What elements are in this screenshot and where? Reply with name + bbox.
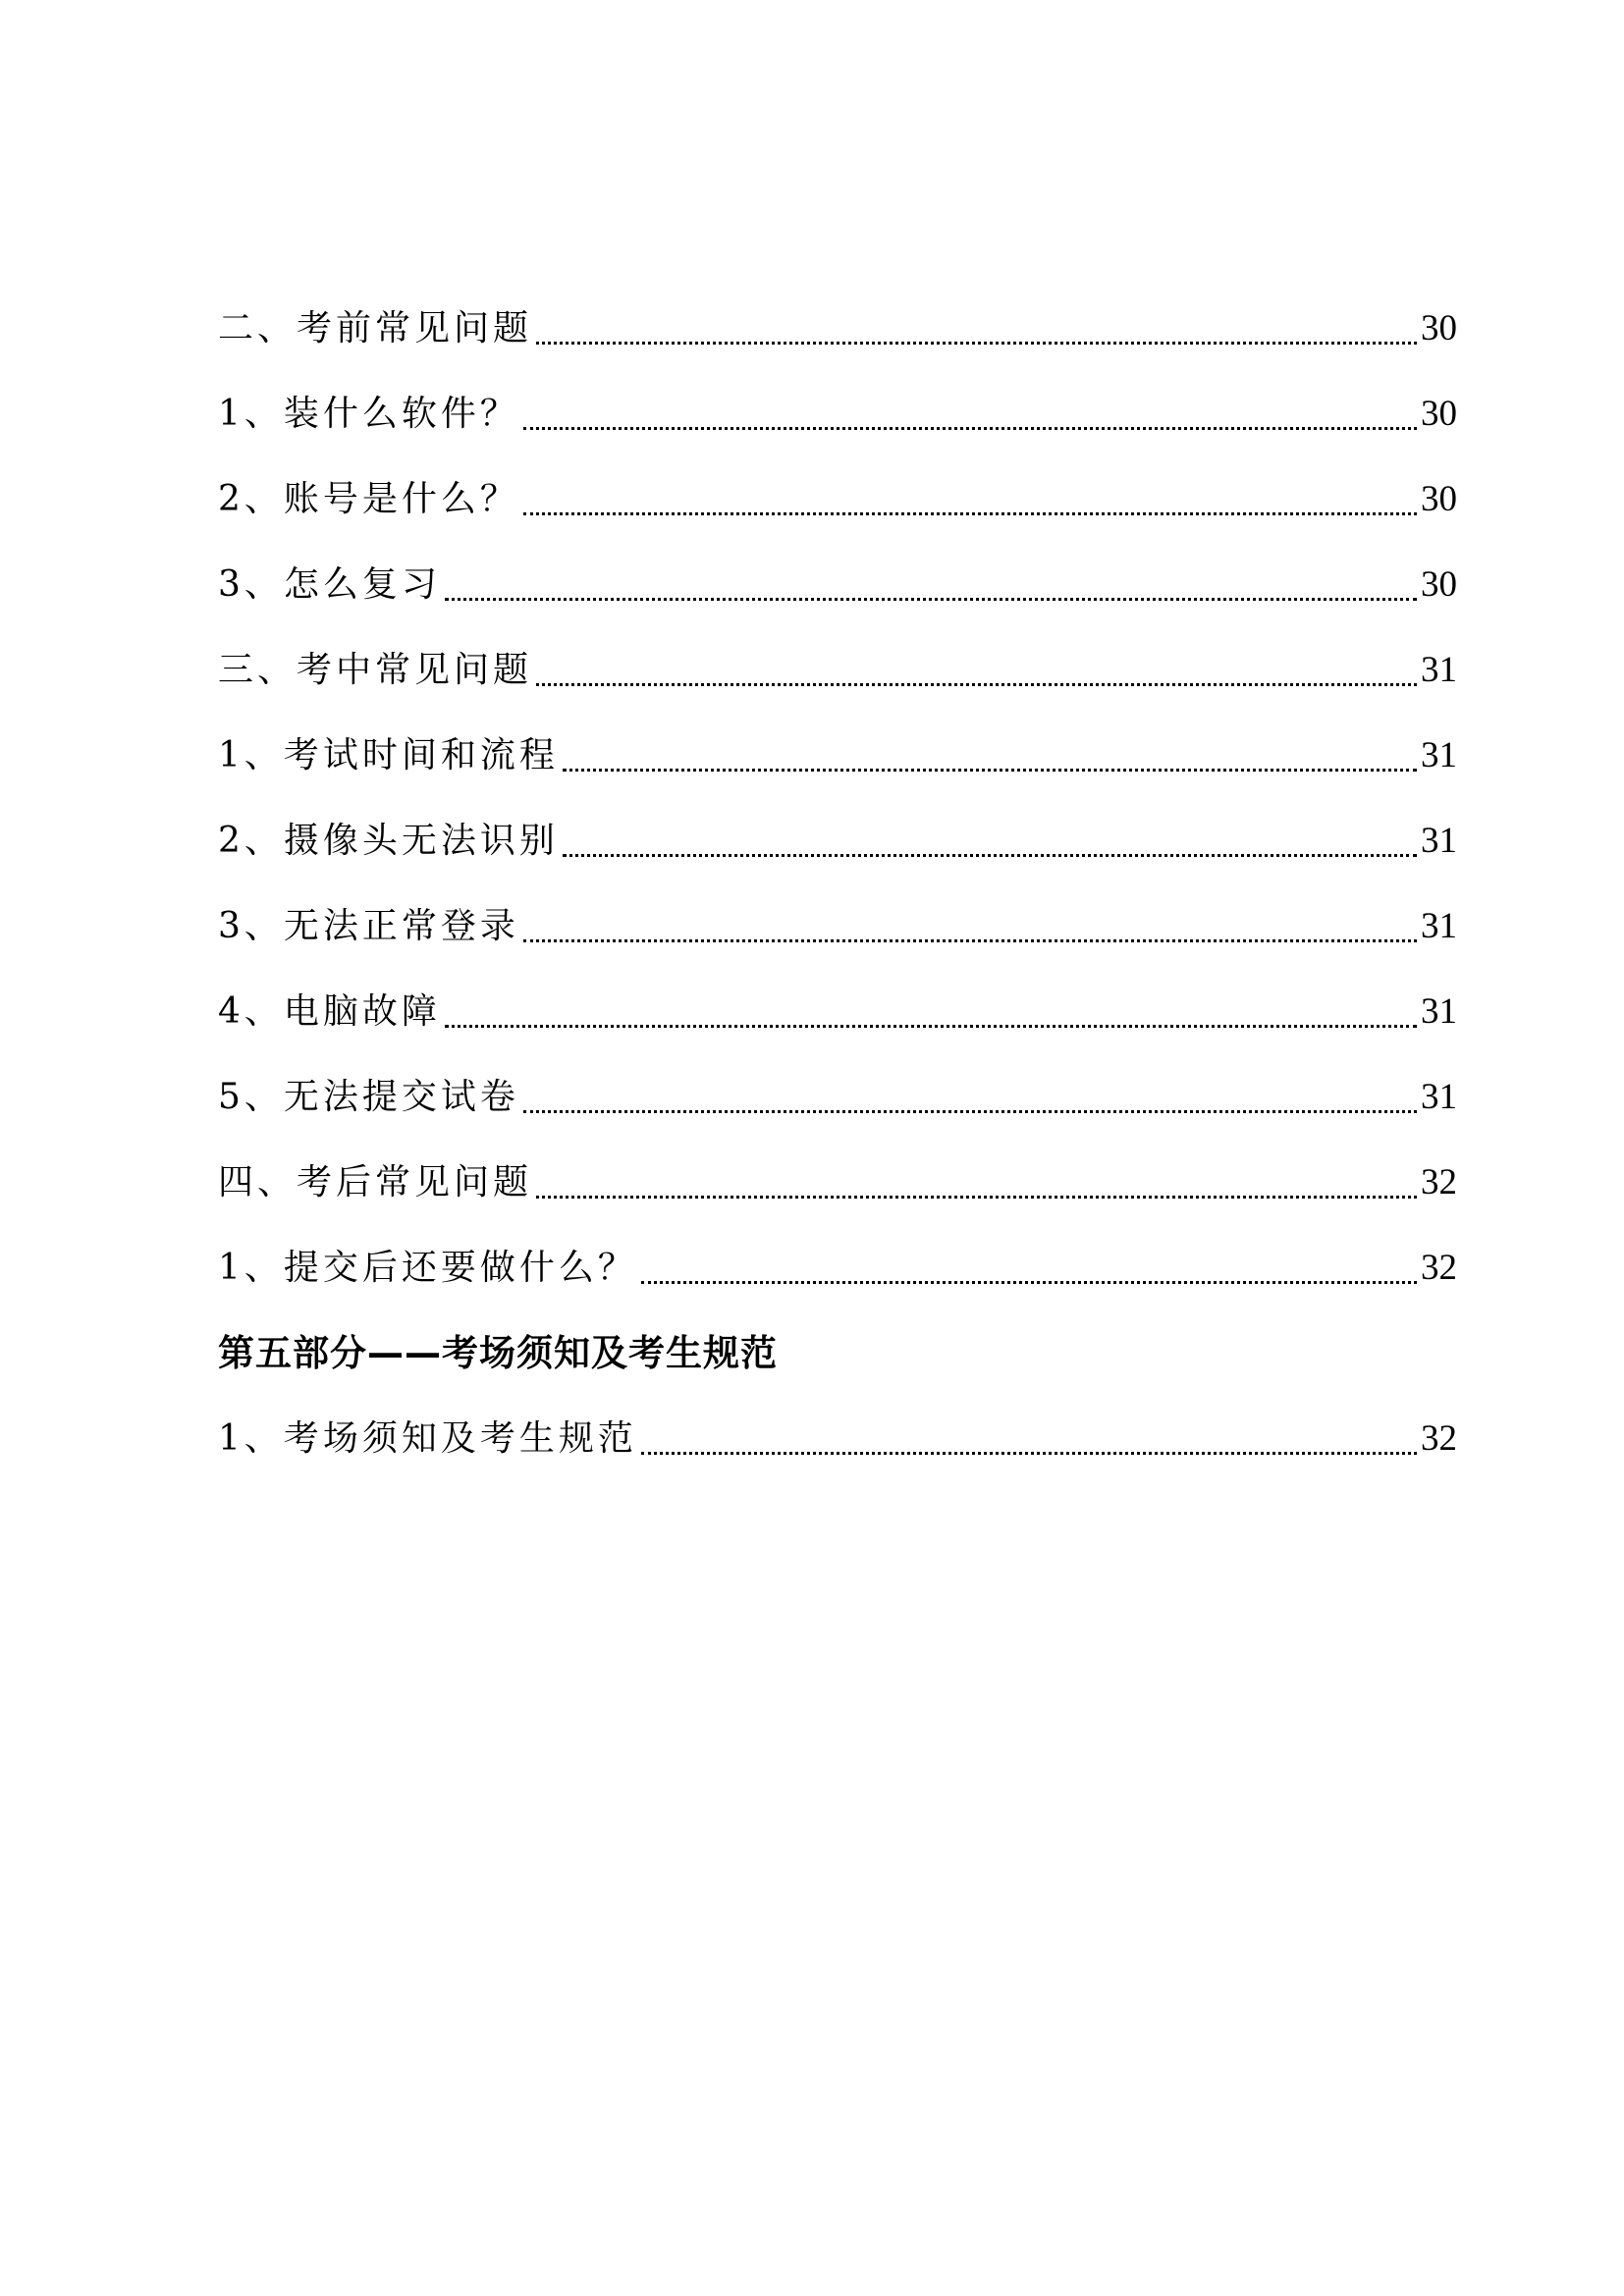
toc-entry-title: 4、电脑故障 (218, 991, 441, 1032)
toc-entry-title: 1、考场须知及考生规范 (218, 1418, 637, 1459)
toc-dot-leader (523, 427, 1417, 430)
toc-entry-title: 1、考试时间和流程 (218, 735, 559, 775)
toc-page-number: 31 (1421, 991, 1457, 1032)
toc-dot-leader (563, 769, 1417, 772)
toc-page-number: 30 (1421, 394, 1457, 434)
toc-entry-title: 2、账号是什么？ (218, 479, 519, 519)
toc-entry-title: 1、提交后还要做什么？ (218, 1248, 637, 1288)
toc-dot-leader (523, 939, 1417, 942)
toc-entry[interactable] (218, 1239, 1457, 1298)
toc-entry[interactable] (218, 1410, 1457, 1468)
toc-page-number: 30 (1421, 564, 1457, 605)
toc-dot-leader (536, 342, 1417, 345)
toc-dot-leader (536, 1196, 1417, 1199)
toc-page-number: 30 (1421, 479, 1457, 519)
toc-page-number: 31 (1421, 1077, 1457, 1117)
toc-dot-leader (523, 1110, 1417, 1113)
toc-page-number: 31 (1421, 735, 1457, 775)
toc-entry[interactable] (218, 556, 1457, 614)
toc-entry[interactable] (218, 299, 1457, 358)
toc-entry[interactable] (218, 812, 1457, 871)
toc-entry-title: 3、无法正常登录 (218, 906, 519, 946)
toc-page-number: 32 (1421, 1248, 1457, 1288)
toc-dot-leader (523, 512, 1417, 515)
toc-entry-title: 5、无法提交试卷 (218, 1077, 519, 1117)
toc-dot-leader (641, 1281, 1417, 1284)
toc-page-number: 32 (1421, 1418, 1457, 1459)
toc-entry[interactable] (218, 726, 1457, 785)
toc-entry[interactable] (218, 641, 1457, 700)
toc-entry[interactable] (218, 1153, 1457, 1212)
toc-entry[interactable] (218, 1068, 1457, 1127)
toc-entry-title: 四、考后常见问题 (218, 1162, 533, 1202)
toc-dot-leader (536, 683, 1417, 686)
toc-entry-title: 3、怎么复习 (218, 564, 441, 605)
toc-entry-title: 二、考前常见问题 (218, 308, 533, 348)
toc-page-number: 31 (1421, 821, 1457, 861)
toc-part-heading[interactable]: 第五部分——考场须知及考生规范 (218, 1332, 778, 1374)
toc-page-number: 31 (1421, 650, 1457, 690)
toc-entry[interactable] (218, 470, 1457, 529)
toc-entry[interactable] (218, 385, 1457, 444)
toc-page-number: 31 (1421, 906, 1457, 946)
toc-entry-title: 2、摄像头无法识别 (218, 821, 559, 861)
toc-dot-leader (445, 1025, 1417, 1028)
toc-page-number: 32 (1421, 1162, 1457, 1202)
toc-dot-leader (563, 854, 1417, 857)
toc-page-number: 30 (1421, 308, 1457, 348)
toc-dot-leader (445, 598, 1417, 601)
toc-entry[interactable] (218, 983, 1457, 1041)
toc-entry-title: 1、装什么软件？ (218, 394, 519, 434)
toc-entry[interactable] (218, 897, 1457, 956)
toc-dot-leader (641, 1452, 1417, 1455)
toc-entry-title: 三、考中常见问题 (218, 650, 533, 690)
